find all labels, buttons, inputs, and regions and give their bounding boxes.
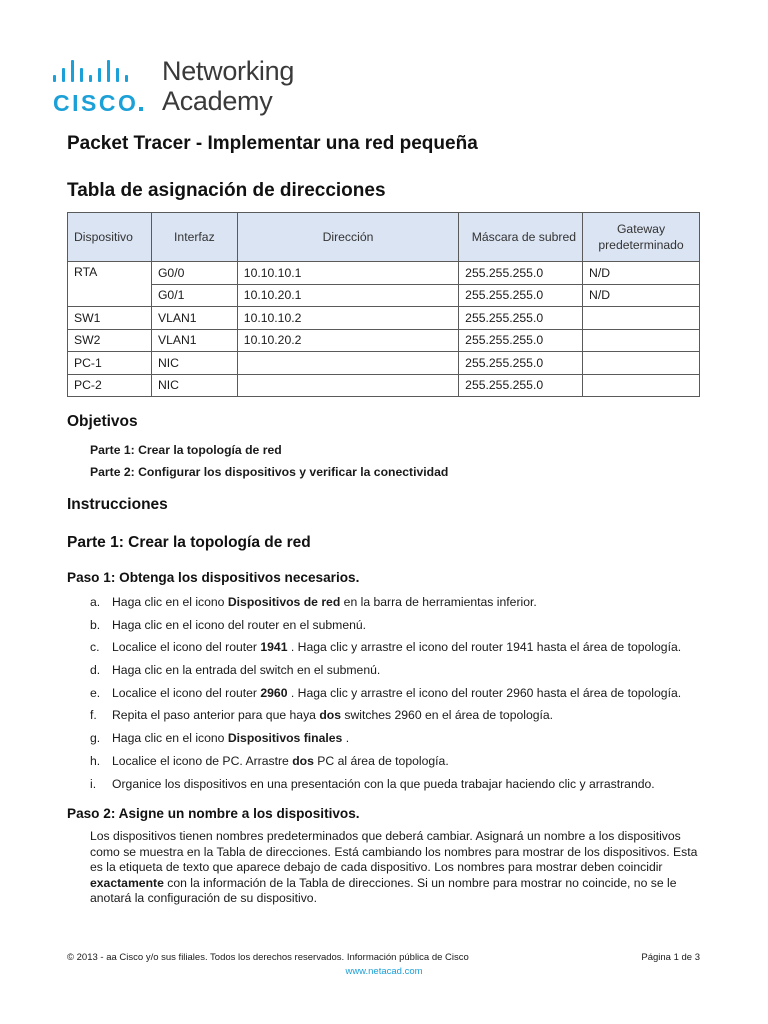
cell-interface: VLAN1: [151, 307, 237, 330]
list-item: d. Haga clic en la entrada del switch en el submenú.: [90, 663, 381, 678]
table-row: [68, 352, 700, 375]
list-item: c. Localice el icono del router 1941 . Haga clic y arrastre el icono del router 1941 hasta el área de topología.: [90, 640, 682, 655]
brand-line-networking: Networking: [162, 56, 295, 86]
header-device: Dispositivo: [68, 213, 152, 262]
footer-copyright: © 2013 - aa Cisco y/o sus filiales. Todos los derechos reservados. Información pública de Cisco: [67, 952, 469, 963]
header-gateway: Gateway predeterminado: [583, 213, 700, 262]
objective-part1: Parte 1: Crear la topología de red: [90, 443, 282, 457]
cell-gateway: N/D: [583, 262, 700, 285]
cell-mask: 255.255.255.0: [459, 374, 583, 397]
step1-list: [90, 591, 681, 795]
cisco-networking-academy-logo: [53, 58, 313, 120]
cell-address: 10.10.20.1: [237, 284, 458, 307]
cell-interface: NIC: [151, 374, 237, 397]
instructions-heading: Instrucciones: [67, 496, 168, 513]
header-mask: Máscara de subred: [459, 213, 583, 262]
part1-heading: Parte 1: Crear la topología de red: [67, 534, 311, 551]
list-item: i. Organice los dispositivos en una presentación con la que pueda trabajar haciendo clic y arrastrando.: [90, 776, 655, 791]
cell-interface: G0/0: [151, 262, 237, 285]
cell-device: PC-1: [68, 352, 152, 375]
footer-page-number: Página 1 de 3: [641, 952, 700, 963]
cell-device: PC-2: [68, 374, 152, 397]
cell-address: 10.10.10.2: [237, 307, 458, 330]
table-row: [68, 374, 700, 397]
table-row: [68, 284, 700, 307]
cisco-bars-icon: [53, 58, 153, 82]
table-heading: Tabla de asignación de direcciones: [67, 180, 386, 201]
table-header-row: [68, 213, 700, 262]
cell-interface: NIC: [151, 352, 237, 375]
header-address: Dirección: [237, 213, 458, 262]
cell-gateway: [583, 329, 700, 352]
cell-mask: 255.255.255.0: [459, 307, 583, 330]
list-item: a. Haga clic en el icono Dispositivos de red en la barra de herramientas inferior.: [90, 595, 537, 609]
list-item: e. Localice el icono del router 2960 . Haga clic y arrastre el icono del router 2960 hasta el área de topología.: [90, 685, 682, 700]
cell-mask: 255.255.255.0: [459, 329, 583, 352]
cell-gateway: N/D: [583, 284, 700, 307]
cell-interface: VLAN1: [151, 329, 237, 352]
table-row: [68, 262, 700, 285]
cisco-wordmark: CISCO: [53, 90, 143, 117]
page-title: Packet Tracer - Implementar una red pequeña: [67, 133, 478, 154]
cell-address: [237, 374, 458, 397]
list-item: b. Haga clic en el icono del router en el submenú.: [90, 617, 367, 632]
cell-mask: 255.255.255.0: [459, 284, 583, 307]
objective-part2: Parte 2: Configurar los dispositivos y verificar la conectividad: [90, 465, 449, 479]
objectives-heading: Objetivos: [67, 413, 138, 430]
cell-device: RTA: [68, 262, 152, 307]
address-table: [67, 212, 700, 397]
brand-line-academy: Academy: [162, 86, 273, 116]
cell-gateway: [583, 352, 700, 375]
list-item: f. Repita el paso anterior para que haya dos switches 2960 en el área de topología.: [90, 708, 554, 723]
cell-mask: 255.255.255.0: [459, 262, 583, 285]
cell-address: 10.10.10.1: [237, 262, 458, 285]
list-item: h. Localice el icono de PC. Arrastre dos PC al área de topología.: [90, 753, 449, 768]
header-interface: Interfaz: [151, 213, 237, 262]
cell-interface: G0/1: [151, 284, 237, 307]
cell-address: [237, 352, 458, 375]
cell-device: SW1: [68, 307, 152, 330]
step2-heading: Paso 2: Asigne un nombre a los dispositivos.: [67, 806, 360, 821]
table-row: [68, 329, 700, 352]
cell-gateway: [583, 307, 700, 330]
step2-paragraph: Los dispositivos tienen nombres predeterminados que deberá cambiar. Asignará un nombre a los dispositivos como se muestra en la Tabla de direcciones. Está cambiando los nombres para mostrar de los dispositivos. Esta es la etiqueta de texto que aparece debajo de cada dispositivo. Los nombres para mostrar deben coincidir exactamente con la información de la Tabla de direcciones. Si un nombre para mostrar no coincide, no se le anotará la configuración de su dispositivo.: [90, 829, 698, 905]
step1-heading: Paso 1: Obtenga los dispositivos necesarios.: [67, 570, 360, 585]
cell-mask: 255.255.255.0: [459, 352, 583, 375]
list-item: g. Haga clic en el icono Dispositivos finales .: [90, 731, 350, 746]
cell-gateway: [583, 374, 700, 397]
footer-url-link[interactable]: www.netacad.com: [345, 966, 423, 977]
table-row: [68, 307, 700, 330]
cell-device: SW2: [68, 329, 152, 352]
cell-address: 10.10.20.2: [237, 329, 458, 352]
